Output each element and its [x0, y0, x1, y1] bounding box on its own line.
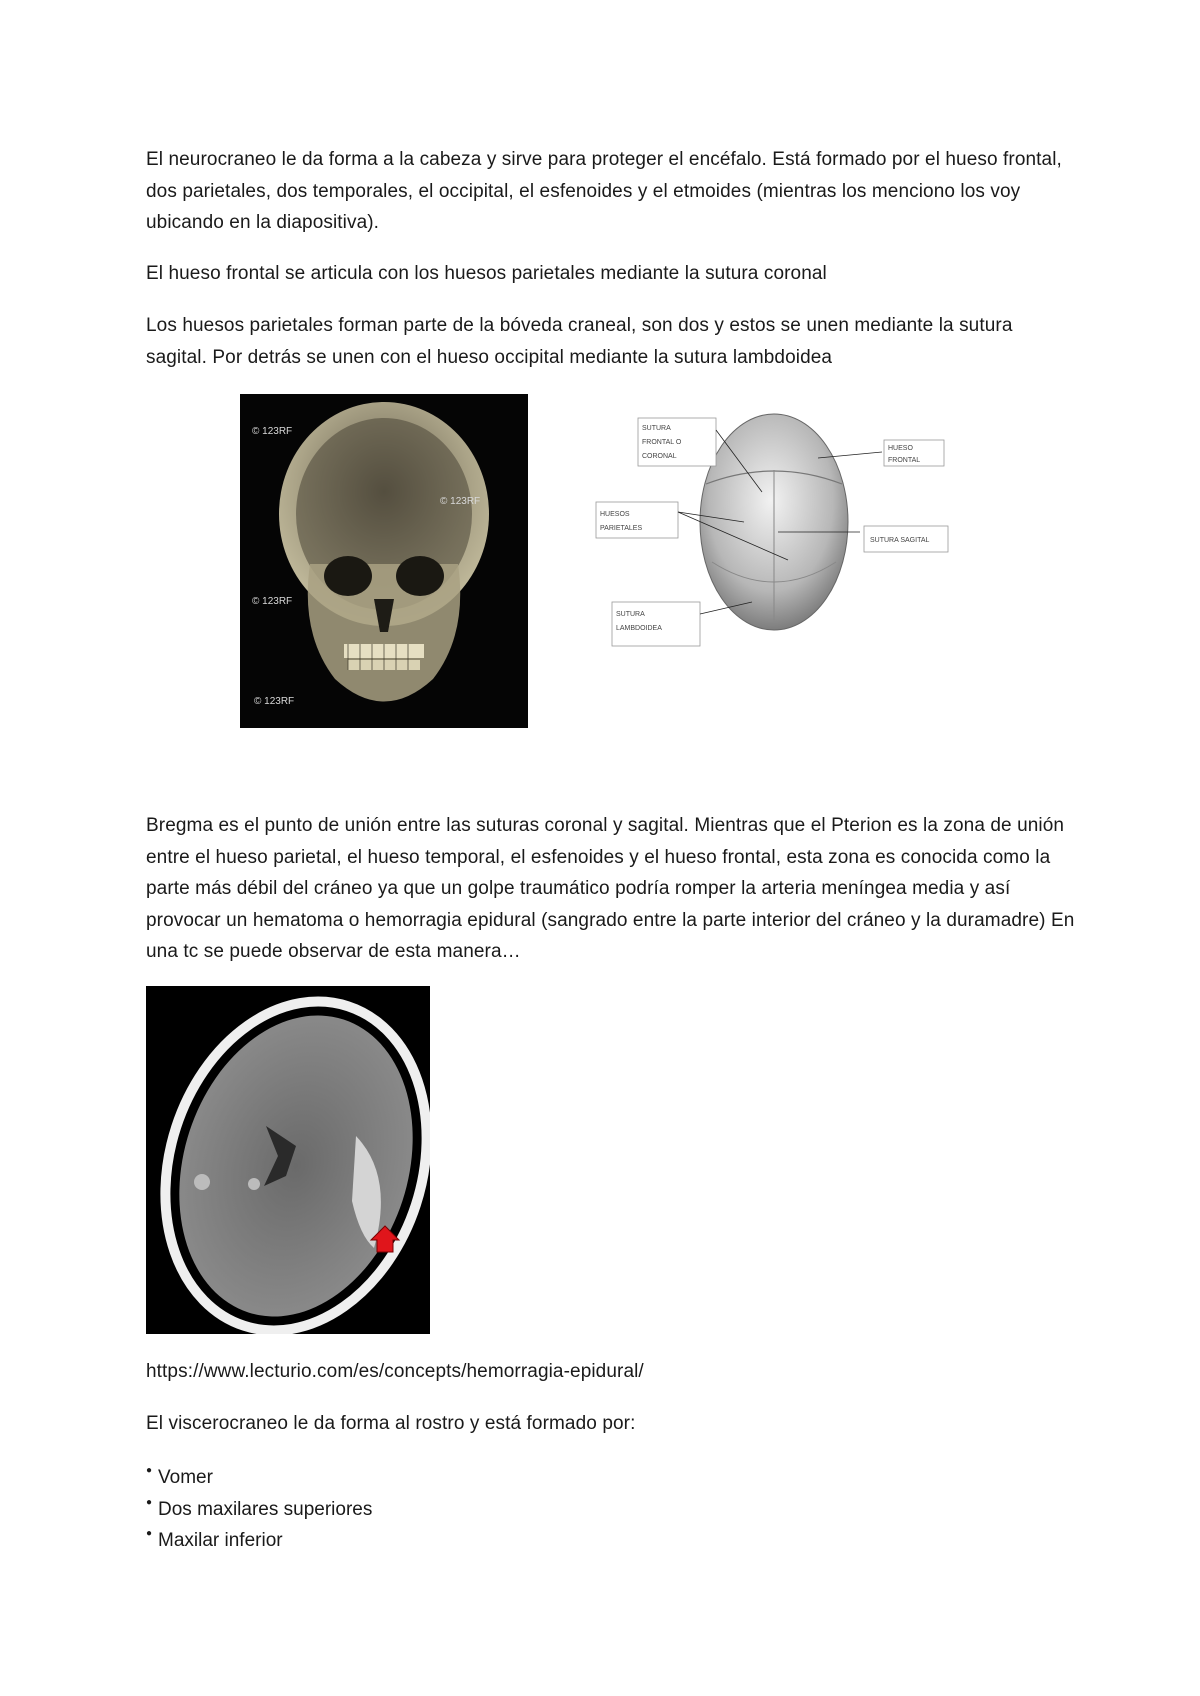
label-parietales-1: HUESOS	[600, 511, 630, 518]
ct-scan-epidural-image	[146, 986, 430, 1334]
bones-list	[146, 1462, 372, 1557]
paragraph-bregma-pterion: Bregma es el punto de unión entre las suturas coronal y sagital. Mientras que el Pterion es la zona de unión entre el hueso parietal, el hueso temporal, el esfenoides y el hueso frontal, esta zona es conocida como la parte más débil del cráneo ya que un golpe traumático podría romper la arteria meníngea media y así provocar un hematoma o hemorragia epidural (sangrado entre la parte interior del cráneo y la duramadre) En una tc se puede observar de esta manera…	[146, 815, 1075, 962]
label-lambdoidea-1: SUTURA	[616, 611, 645, 618]
xray-watermark-2: © 123RF	[252, 596, 293, 607]
label-coronal-3: CORONAL	[642, 453, 677, 460]
paragraph-huesos-parietales: Los huesos parietales forman parte de la bóveda craneal, son dos y estos se unen mediante la sutura sagital. Por detrás se unen con el hueso occipital mediante la sutura lambdoidea	[146, 315, 1013, 368]
paragraph-viscerocraneo: El viscerocraneo le da forma al rostro y está formado por:	[146, 1413, 636, 1434]
bullet-icon: ●	[146, 1465, 153, 1476]
label-frontal-2: FRONTAL	[888, 457, 921, 464]
label-sagital: SUTURA SAGITAL	[870, 537, 930, 544]
skull-xray-image	[240, 394, 528, 728]
paragraph-hueso-frontal: El hueso frontal se articula con los huesos parietales mediante la sutura coronal	[146, 263, 827, 284]
list-item: ● Dos maxilares superiores	[146, 1496, 373, 1520]
xray-watermark-4: © 123RF	[254, 696, 295, 707]
label-frontal-1: HUESO	[888, 445, 913, 452]
bullet-icon: ●	[146, 1496, 153, 1508]
label-lambdoidea-2: LAMBDOIDEA	[616, 625, 662, 632]
list-item: ● Vomer	[146, 1465, 213, 1488]
source-link[interactable]: https://www.lecturio.com/es/concepts/hemorragia-epidural/	[146, 1361, 644, 1382]
skull-sutures-diagram	[592, 412, 974, 652]
bullet-icon: ●	[146, 1528, 153, 1539]
paragraph-neurocraneo: El neurocraneo le da forma a la cabeza y sirve para proteger el encéfalo. Está formado por el hueso frontal, dos parietales, dos temporales, el occipital, el esfenoides y el etmoides (mientras los menciono los voy ubicando en la diapositiva).	[146, 149, 1062, 233]
xray-watermark-3: © 123RF	[440, 496, 481, 507]
label-parietales-2: PARIETALES	[600, 525, 643, 532]
list-item: ● Maxilar inferior	[146, 1528, 283, 1551]
label-coronal-2: FRONTAL O	[642, 439, 682, 446]
label-coronal-1: SUTURA	[642, 425, 671, 432]
xray-watermark-1: © 123RF	[252, 426, 293, 437]
